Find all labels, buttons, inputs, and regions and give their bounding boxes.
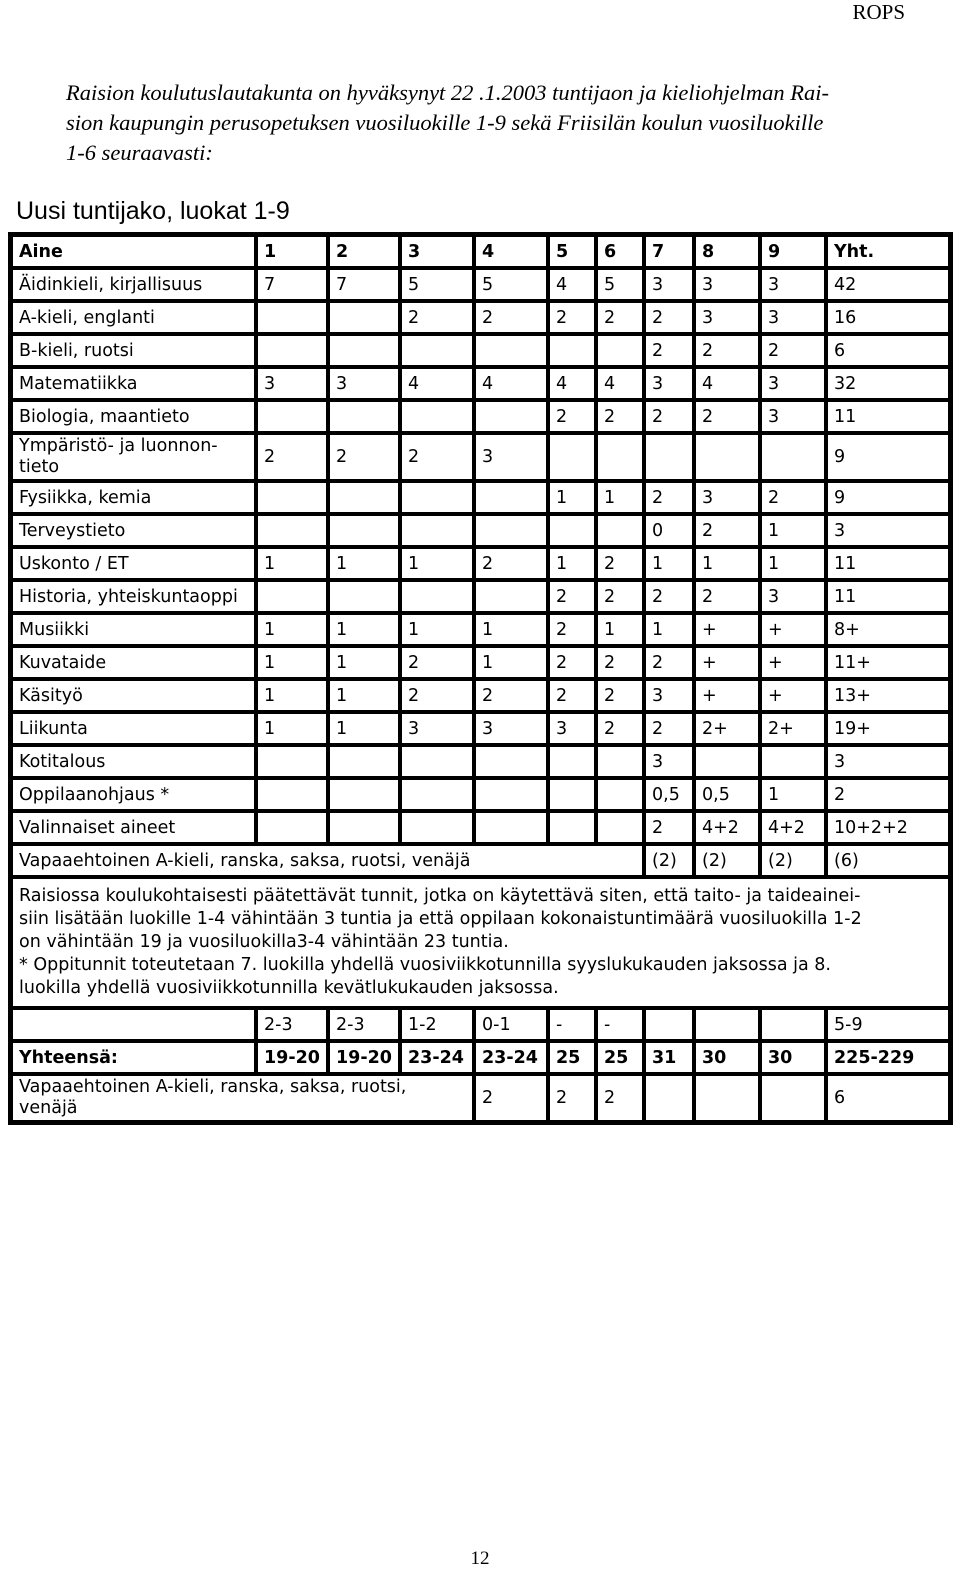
- hours-cell: 9: [826, 481, 950, 514]
- hours-cell: [400, 745, 474, 778]
- hours-cell: 2: [596, 580, 644, 613]
- hours-cell: [474, 514, 548, 547]
- subject-cell: Äidinkieli, kirjallisuus: [11, 268, 256, 301]
- header-grade: 9: [760, 235, 826, 268]
- hours-cell: 3: [400, 712, 474, 745]
- subject-cell: Fysiikka, kemia: [11, 481, 256, 514]
- hours-cell: 4+2: [760, 811, 826, 844]
- hours-cell: 2: [548, 613, 596, 646]
- hours-cell: 1: [328, 547, 400, 580]
- hours-cell: [474, 745, 548, 778]
- hours-cell: [256, 400, 328, 433]
- intro-paragraph: [66, 78, 946, 168]
- hours-cell: 11: [826, 580, 950, 613]
- hours-cell: [328, 481, 400, 514]
- timetable-body: [11, 235, 950, 1122]
- hours-cell: [400, 481, 474, 514]
- hours-cell: 2: [400, 679, 474, 712]
- hours-cell: [548, 334, 596, 367]
- hours-cell: 2: [644, 580, 694, 613]
- hours-cell: 1: [644, 613, 694, 646]
- hours-cell: [400, 580, 474, 613]
- hours-cell: 3: [760, 301, 826, 334]
- table-row: [11, 745, 950, 778]
- hours-cell: [596, 514, 644, 547]
- hours-cell: [596, 811, 644, 844]
- hours-cell: 2: [644, 481, 694, 514]
- total-cell: 25: [596, 1041, 644, 1074]
- section-title: Uusi tuntijako, luokat 1-9: [16, 197, 290, 225]
- hours-cell: 8+: [826, 613, 950, 646]
- note-line: on vähintään 19 ja vuosiluokilla3-4 vähintään 23 tuntia.: [19, 932, 509, 952]
- subject-cell: Käsityö: [11, 679, 256, 712]
- hours-cell: (2): [694, 844, 760, 877]
- hours-cell: [760, 433, 826, 481]
- hours-cell: 1: [328, 712, 400, 745]
- hours-cell: 2: [694, 334, 760, 367]
- header-grade: 6: [596, 235, 644, 268]
- header-grade: 1: [256, 235, 328, 268]
- subject-cell: Terveystieto: [11, 514, 256, 547]
- hours-cell: 5: [474, 268, 548, 301]
- hours-cell: 1: [328, 646, 400, 679]
- hours-cell: 3: [760, 400, 826, 433]
- note-line: siin lisätään luokille 1-4 vähintään 3 tuntia ja että oppilaan kokonaistuntimäärä vuosiluokilla 1-2: [19, 909, 862, 929]
- hours-cell: +: [760, 646, 826, 679]
- hours-cell: 2: [644, 301, 694, 334]
- table-row: [11, 778, 950, 811]
- hours-cell: 3: [474, 433, 548, 481]
- hours-cell: 2: [474, 1074, 548, 1122]
- hours-cell: [328, 301, 400, 334]
- header-grade: 8: [694, 235, 760, 268]
- hours-cell: [400, 334, 474, 367]
- hours-cell: [256, 514, 328, 547]
- subject-cell: Vapaaehtoinen A-kieli, ranska, saksa, ruotsi, venäjä: [11, 1074, 474, 1122]
- hours-cell: 32: [826, 367, 950, 400]
- hours-cell: 11: [826, 400, 950, 433]
- note-row: [11, 877, 950, 1008]
- hours-cell: [596, 745, 644, 778]
- hours-cell: [328, 745, 400, 778]
- hours-cell: 3: [694, 301, 760, 334]
- hours-cell: 2: [548, 301, 596, 334]
- hours-cell: 2: [474, 547, 548, 580]
- total-cell: 19-20: [256, 1041, 328, 1074]
- table-row: [11, 514, 950, 547]
- hours-cell: 4: [694, 367, 760, 400]
- hours-cell: [474, 580, 548, 613]
- hours-cell: 3: [826, 745, 950, 778]
- hours-cell: 5: [596, 268, 644, 301]
- hours-cell: 4: [474, 367, 548, 400]
- hours-cell: (6): [826, 844, 950, 877]
- hours-cell: 3: [694, 268, 760, 301]
- hours-cell: [256, 301, 328, 334]
- hours-cell: 2: [328, 433, 400, 481]
- hours-cell: 1: [596, 613, 644, 646]
- table-row: [11, 811, 950, 844]
- page-header: ROPS: [852, 0, 905, 24]
- hours-cell: 2: [548, 400, 596, 433]
- hours-cell: +: [760, 613, 826, 646]
- hours-cell: 1: [760, 778, 826, 811]
- hours-cell: 2: [548, 646, 596, 679]
- note-line: Raisiossa koulukohtaisesti päätettävät tunnit, jotka on käytettävä siten, että taito- ja taideainei-: [19, 886, 861, 906]
- hours-cell: [548, 433, 596, 481]
- hours-cell: 1: [256, 646, 328, 679]
- hours-cell: [256, 481, 328, 514]
- hours-cell: [400, 811, 474, 844]
- hours-cell: 2+: [694, 712, 760, 745]
- hours-cell: 1: [256, 613, 328, 646]
- table-header-row: [11, 235, 950, 268]
- hours-cell: [474, 400, 548, 433]
- hours-cell: [256, 580, 328, 613]
- intro-line: 1-6 seuraavasti:: [66, 140, 213, 165]
- hours-cell: [328, 334, 400, 367]
- hours-cell: 4: [548, 268, 596, 301]
- hours-cell: 2: [400, 301, 474, 334]
- range-cell: [644, 1008, 694, 1041]
- subject-cell: Biologia, maantieto: [11, 400, 256, 433]
- hours-cell: 6: [826, 334, 950, 367]
- hours-cell: 2: [596, 301, 644, 334]
- subject-cell: B-kieli, ruotsi: [11, 334, 256, 367]
- header-grade: 7: [644, 235, 694, 268]
- hours-cell: [474, 334, 548, 367]
- hours-cell: 1: [760, 547, 826, 580]
- hours-cell: 2: [596, 679, 644, 712]
- hours-cell: 4+2: [694, 811, 760, 844]
- hours-cell: 2: [644, 646, 694, 679]
- header-subject: Aine: [11, 235, 256, 268]
- range-cell: -: [596, 1008, 644, 1041]
- header-grade: 2: [328, 235, 400, 268]
- hours-cell: 2: [474, 679, 548, 712]
- hours-cell: 7: [256, 268, 328, 301]
- hours-cell: 1: [328, 613, 400, 646]
- hours-cell: 4: [548, 367, 596, 400]
- hours-cell: [256, 745, 328, 778]
- range-cell: 0-1: [474, 1008, 548, 1041]
- total-cell: 31: [644, 1041, 694, 1074]
- total-cell: 19-20: [328, 1041, 400, 1074]
- hours-cell: 1: [256, 712, 328, 745]
- hours-cell: 2: [826, 778, 950, 811]
- hours-cell: 1: [256, 679, 328, 712]
- hours-cell: 2: [548, 580, 596, 613]
- range-cell: 1-2: [400, 1008, 474, 1041]
- subject-cell: Vapaaehtoinen A-kieli, ranska, saksa, ruotsi, venäjä: [11, 844, 644, 877]
- range-cell: [694, 1008, 760, 1041]
- hours-cell: 2: [694, 514, 760, 547]
- table-row: [11, 580, 950, 613]
- hours-cell: 1: [400, 613, 474, 646]
- hours-cell: [474, 481, 548, 514]
- hours-cell: 3: [760, 367, 826, 400]
- hours-cell: 4: [400, 367, 474, 400]
- note-line: luokilla yhdellä vuosiviikkotunnilla kevätlukukauden jaksossa.: [19, 978, 559, 998]
- range-row: [11, 1008, 950, 1041]
- hours-cell: [256, 811, 328, 844]
- hours-cell: 2: [644, 334, 694, 367]
- hours-cell: 9: [826, 433, 950, 481]
- hours-cell: 1: [256, 547, 328, 580]
- hours-cell: [328, 778, 400, 811]
- header-grade: 4: [474, 235, 548, 268]
- hours-cell: 11: [826, 547, 950, 580]
- table-row: [11, 679, 950, 712]
- range-cell: 5-9: [826, 1008, 950, 1041]
- hours-cell: 42: [826, 268, 950, 301]
- hours-cell: 2: [644, 712, 694, 745]
- total-cell: 30: [694, 1041, 760, 1074]
- header-grade: 3: [400, 235, 474, 268]
- total-cell: 23-24: [400, 1041, 474, 1074]
- subject-cell: Oppilaanohjaus *: [11, 778, 256, 811]
- hours-cell: [694, 433, 760, 481]
- header-grade: 5: [548, 235, 596, 268]
- intro-line: Raision koulutuslautakunta on hyväksynyt 22 .1.2003 tuntijaon ja kieliohjelman Rai-: [66, 80, 830, 105]
- table-row: [11, 613, 950, 646]
- hours-cell: [400, 514, 474, 547]
- subject-cell: Historia, yhteiskuntaoppi: [11, 580, 256, 613]
- hours-cell: [548, 811, 596, 844]
- hours-cell: 2: [760, 481, 826, 514]
- hours-cell: +: [694, 679, 760, 712]
- hours-cell: 2: [596, 712, 644, 745]
- hours-cell: 0,5: [644, 778, 694, 811]
- hours-cell: 2: [596, 1074, 644, 1122]
- hours-cell: [474, 778, 548, 811]
- hours-cell: [548, 745, 596, 778]
- hours-cell: 3: [644, 367, 694, 400]
- hours-cell: 2+: [760, 712, 826, 745]
- subject-cell: Valinnaiset aineet: [11, 811, 256, 844]
- hours-cell: 2: [596, 646, 644, 679]
- hours-cell: 1: [644, 547, 694, 580]
- hours-cell: [328, 514, 400, 547]
- hours-cell: 3: [256, 367, 328, 400]
- hours-cell: [644, 1074, 694, 1122]
- header-grade: Yht.: [826, 235, 950, 268]
- note-cell: [11, 877, 950, 1008]
- hours-cell: [548, 778, 596, 811]
- hours-cell: [328, 811, 400, 844]
- hours-cell: [548, 514, 596, 547]
- hours-cell: 2: [596, 547, 644, 580]
- total-row: [11, 1041, 950, 1074]
- subject-cell: Kuvataide: [11, 646, 256, 679]
- hours-cell: 2: [644, 811, 694, 844]
- subject-cell: Kotitalous: [11, 745, 256, 778]
- hours-cell: 2: [400, 433, 474, 481]
- hours-cell: 1: [328, 679, 400, 712]
- subject-cell: Liikunta: [11, 712, 256, 745]
- hours-cell: 0: [644, 514, 694, 547]
- hours-cell: 3: [328, 367, 400, 400]
- total-label: Yhteensä:: [11, 1041, 256, 1074]
- hours-cell: 3: [826, 514, 950, 547]
- hours-cell: 0,5: [694, 778, 760, 811]
- hours-cell: 3: [644, 745, 694, 778]
- optional-language-row: [11, 1074, 950, 1122]
- subject-cell: Matematiikka: [11, 367, 256, 400]
- hours-cell: 2: [400, 646, 474, 679]
- hours-cell: 1: [400, 547, 474, 580]
- hours-cell: 2: [760, 334, 826, 367]
- hours-cell: 2: [256, 433, 328, 481]
- range-cell: -: [548, 1008, 596, 1041]
- hours-cell: 3: [644, 679, 694, 712]
- hours-cell: 11+: [826, 646, 950, 679]
- hours-cell: 3: [644, 268, 694, 301]
- table-row: [11, 433, 950, 481]
- total-cell: 23-24: [474, 1041, 548, 1074]
- hours-cell: 2: [644, 400, 694, 433]
- hours-cell: [596, 334, 644, 367]
- subject-cell: Musiikki: [11, 613, 256, 646]
- table-row: [11, 481, 950, 514]
- hours-cell: 2: [694, 580, 760, 613]
- hours-cell: 3: [694, 481, 760, 514]
- subject-cell: Uskonto / ET: [11, 547, 256, 580]
- hours-cell: [400, 778, 474, 811]
- range-cell: [760, 1008, 826, 1041]
- table-row: [11, 334, 950, 367]
- note-line: * Oppitunnit toteutetaan 7. luokilla yhdellä vuosiviikkotunnilla syyslukukauden jaksossa ja 8.: [19, 955, 831, 975]
- hours-cell: [256, 334, 328, 367]
- timetable: [8, 232, 953, 1125]
- hours-cell: 7: [328, 268, 400, 301]
- page-number: 12: [470, 1548, 490, 1569]
- subject-cell: A-kieli, englanti: [11, 301, 256, 334]
- hours-cell: 1: [694, 547, 760, 580]
- hours-cell: 3: [760, 580, 826, 613]
- table-row: [11, 268, 950, 301]
- hours-cell: [474, 811, 548, 844]
- hours-cell: [596, 433, 644, 481]
- hours-cell: [694, 745, 760, 778]
- hours-cell: [694, 1074, 760, 1122]
- hours-cell: 5: [400, 268, 474, 301]
- hours-cell: 1: [548, 547, 596, 580]
- hours-cell: [328, 580, 400, 613]
- hours-cell: 3: [760, 268, 826, 301]
- hours-cell: [328, 400, 400, 433]
- hours-cell: (2): [760, 844, 826, 877]
- hours-cell: 19+: [826, 712, 950, 745]
- hours-cell: [760, 745, 826, 778]
- table-row: [11, 712, 950, 745]
- hours-cell: (2): [644, 844, 694, 877]
- total-cell: 225-229: [826, 1041, 950, 1074]
- table-row: [11, 301, 950, 334]
- table-row: [11, 367, 950, 400]
- hours-cell: [400, 400, 474, 433]
- range-cell: 2-3: [328, 1008, 400, 1041]
- hours-cell: 3: [474, 712, 548, 745]
- hours-cell: 2: [694, 400, 760, 433]
- hours-cell: +: [760, 679, 826, 712]
- hours-cell: [644, 433, 694, 481]
- range-cell: [11, 1008, 256, 1041]
- hours-cell: 4: [596, 367, 644, 400]
- hours-cell: 16: [826, 301, 950, 334]
- intro-line: sion kaupungin perusopetuksen vuosiluokille 1-9 sekä Friisilän koulun vuosiluokille: [66, 110, 824, 135]
- hours-cell: +: [694, 646, 760, 679]
- hours-cell: 2: [474, 301, 548, 334]
- hours-cell: 2: [548, 679, 596, 712]
- hours-cell: +: [694, 613, 760, 646]
- hours-cell: 13+: [826, 679, 950, 712]
- hours-cell: [760, 1074, 826, 1122]
- hours-cell: 3: [548, 712, 596, 745]
- hours-cell: 2: [548, 1074, 596, 1122]
- total-cell: 30: [760, 1041, 826, 1074]
- hours-cell: 2: [596, 400, 644, 433]
- range-cell: 2-3: [256, 1008, 328, 1041]
- table-row: [11, 547, 950, 580]
- subject-cell: Ympäristö- ja luonnon-tieto: [11, 433, 256, 481]
- hours-cell: [256, 778, 328, 811]
- table-row: [11, 400, 950, 433]
- hours-cell: 6: [826, 1074, 950, 1122]
- table-row: [11, 646, 950, 679]
- hours-cell: 1: [474, 646, 548, 679]
- hours-cell: 1: [596, 481, 644, 514]
- hours-cell: 1: [474, 613, 548, 646]
- hours-cell: 1: [548, 481, 596, 514]
- total-cell: 25: [548, 1041, 596, 1074]
- hours-cell: 1: [760, 514, 826, 547]
- table-row: [11, 844, 950, 877]
- hours-cell: 10+2+2: [826, 811, 950, 844]
- hours-cell: [596, 778, 644, 811]
